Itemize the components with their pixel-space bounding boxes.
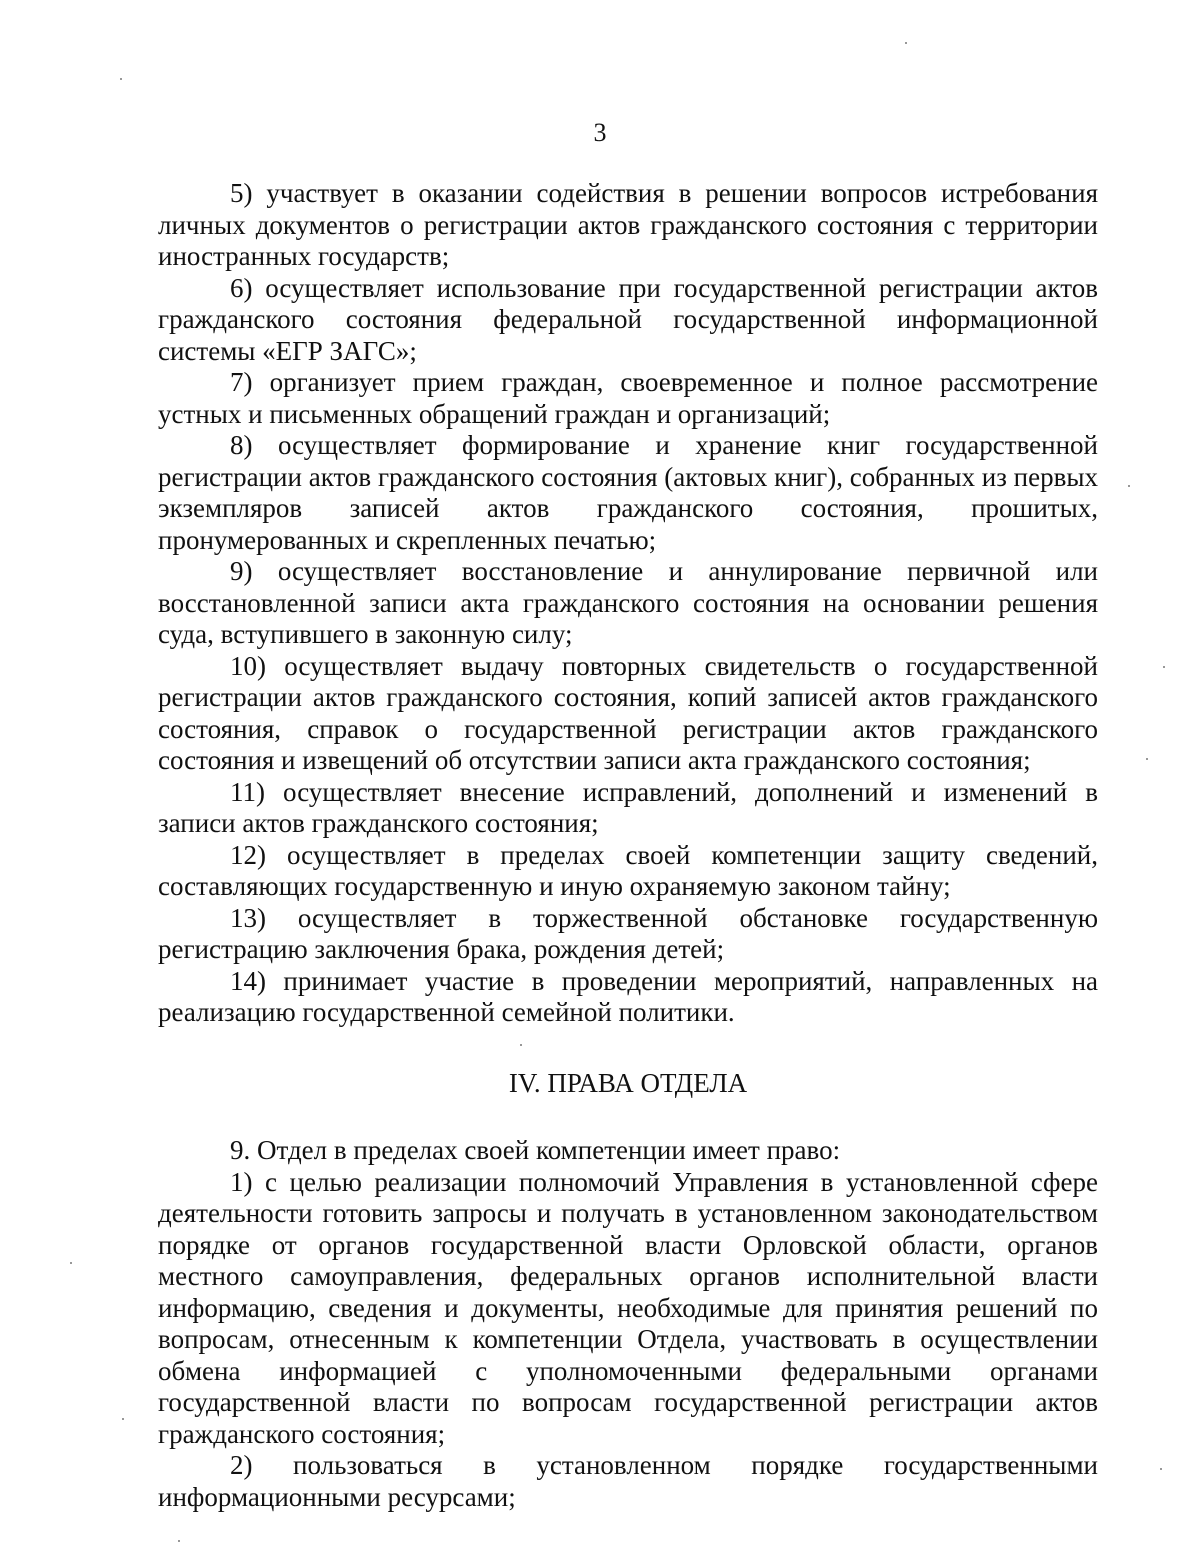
item-10: 10) осуществляет выдачу повторных свидетельств о государственной регистрации актов гражданского состояния, копий записей актов гражданского состояния, справок о государственной регистрации актов гражданского состояния и извещений об отсутствии записи акта гражданского состояния; (158, 650, 1098, 775)
scan-speck (520, 1044, 522, 1046)
scan-speck (120, 78, 122, 80)
scan-speck (1160, 1468, 1162, 1470)
scan-speck (1163, 666, 1165, 668)
scan-speck (1128, 485, 1130, 487)
item-5: 5) участвует в оказании содействия в решении вопросов истребования личных документов о регистрации актов гражданского состояния с территории иностранных государств; (158, 178, 1098, 271)
clause-9: 9. Отдел в пределах своей компетенции имеет право: (230, 1135, 841, 1165)
right-1: 1) с целью реализации полномочий Управления в установленной сфере деятельности готовить запросы и получать в установленном законодательством порядке от органов государственной власти Орловской области, органов местного самоуправления, федеральных органов исполнительной власти информацию, сведения и документы, необходимые для принятия решений по вопросам, отнесенным к компетенции Отдела, участвовать в осуществлении обмена информацией с уполномоченными федеральными органами государственной власти по вопросам государственной регистрации актов гражданского состояния; (158, 1166, 1098, 1449)
item-9: 9) осуществляет восстановление и аннулирование первичной или восстановленной записи акта гражданского состояния на основании решения суда, вступившего в законную силу; (158, 556, 1098, 649)
page-number: 3 (593, 118, 607, 147)
item-12: 12) осуществляет в пределах своей компетенции защиту сведений, составляющих государственную и иную охраняемую законом тайну; (158, 839, 1098, 901)
item-8: 8) осуществляет формирование и хранение книг государственной регистрации актов гражданского состояния (актовых книг), собранных из первых экземпляров записей актов гражданского состояния, прошитых, пронумерованных и скрепленных печатью; (158, 430, 1098, 555)
scan-speck (178, 1540, 180, 1542)
scan-speck (122, 1418, 124, 1420)
item-6: 6) осуществляет использование при государственной регистрации актов гражданского состояния федеральной государственной информационной системы «ЕГР ЗАГС»; (158, 272, 1098, 366)
scan-speck (70, 1262, 72, 1264)
scan-speck (1146, 758, 1148, 760)
item-14: 14) принимает участие в проведении мероприятий, направленных на реализацию государственной семейной политики. (158, 965, 1098, 1027)
item-13: 13) осуществляет в торжественной обстановке государственную регистрацию заключения брака, рождения детей; (158, 902, 1098, 964)
document-body (158, 178, 1098, 1513)
scan-speck (905, 42, 907, 44)
right-2: 2) пользоваться в установленном порядке государственными информационными ресурсами; (158, 1450, 1098, 1512)
item-11: 11) осуществляет внесение исправлений, дополнений и изменений в записи актов гражданского состояния; (158, 776, 1098, 838)
section-heading: IV. ПРАВА ОТДЕЛА (508, 1067, 748, 1098)
item-7: 7) организует прием граждан, своевременное и полное рассмотрение устных и письменных обращений граждан и организаций; (158, 367, 1098, 429)
